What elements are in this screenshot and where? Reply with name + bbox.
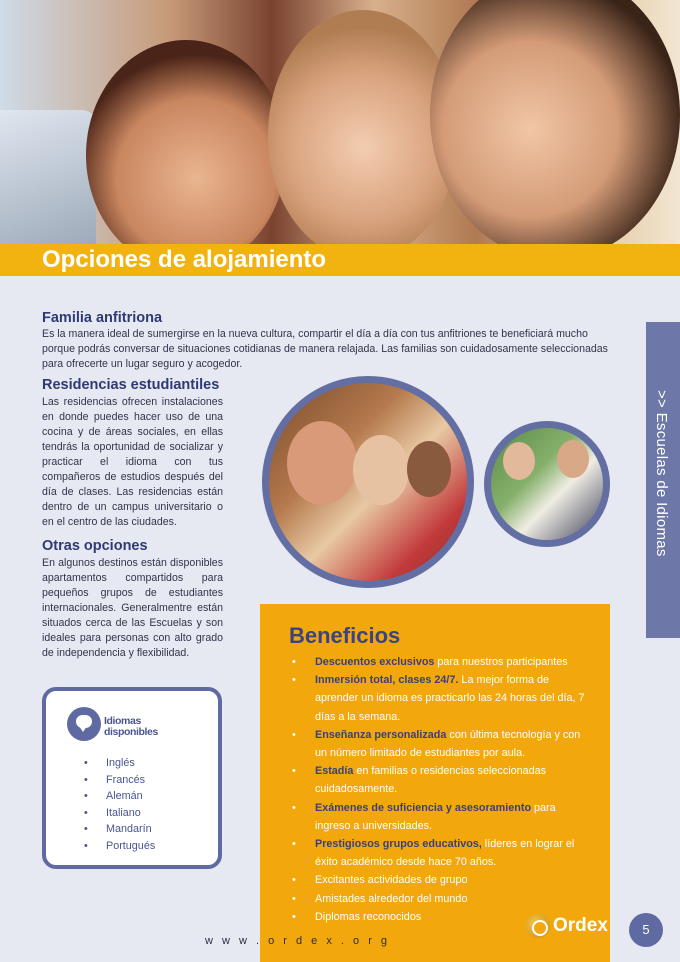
otras-text: En algunos destinos están disponibles apartamentos compartidos para pequeños grupos de estudiantes internacionales. Generalmentre están situados cerca de las Escuelas y son ideales para personas con alto grado de independencia y flexibilidad. — [42, 557, 223, 659]
language-item: • Francés — [84, 772, 155, 789]
languages-title-line: Idiomas — [104, 715, 141, 727]
benefit-item — [289, 762, 589, 798]
student-face-middle — [268, 10, 458, 248]
benefit-item — [289, 726, 589, 762]
benefit-item — [289, 890, 589, 908]
benefit-bold: Estadía — [315, 765, 354, 778]
languages-box — [42, 687, 222, 869]
ordex-logo-text: Ordex — [553, 915, 608, 936]
benefit-text: para nuestros participantes — [434, 656, 568, 668]
language-item: • Inglés — [84, 755, 155, 772]
benefit-text: con última tecnología y con un número limitado de estudiantes por aula. — [315, 728, 581, 760]
familia-line: para ofrecerte un lugar seguro y acogedor. — [42, 358, 243, 370]
section-title-residencias: Residencias estudiantiles — [42, 377, 220, 393]
benefit-text: Amistades alrededor del mundo — [315, 892, 468, 905]
residencias-text: Las residencias ofrecen instalaciones en donde puedes hacer uso de una cocina y de áreas sociales, en ellas tendrás la oportunidad de socializar y practicar el idioma con tus compañeros de estudios después del día de clases. Las residencias están dentro de un campus universitario o en el centro de las ciudades. — [42, 396, 223, 528]
section-title-familia: Familia anfitriona — [42, 310, 163, 326]
side-tab — [646, 322, 680, 638]
photo-person — [353, 435, 409, 505]
photo-person — [503, 442, 535, 480]
benefit-bold: Descuentos exclusivos — [315, 656, 435, 668]
computer-monitor — [0, 110, 96, 248]
benefit-text: en familias o residencias seleccionadas cuidadosamente. — [315, 765, 547, 796]
benefits-list — [289, 653, 589, 926]
benefit-item — [289, 799, 589, 835]
student-face-left — [86, 40, 286, 248]
benefit-item — [289, 653, 589, 671]
benefits-title: Beneficios — [289, 623, 401, 648]
benefit-bold: Prestigiosos grupos educativos, — [315, 838, 482, 851]
languages-list — [84, 755, 155, 854]
benefit-bold: Enseñanza personalizada — [315, 728, 447, 741]
benefit-item — [289, 871, 589, 889]
title-bar — [0, 244, 680, 276]
language-item: • Portugués — [84, 838, 155, 855]
benefit-text: Diplomas reconocidos — [315, 910, 422, 923]
photo-person — [287, 421, 357, 505]
ordex-logo-icon — [526, 914, 550, 938]
benefit-text: líderes en lograr el éxito académico desde hace 70 años. — [315, 838, 575, 869]
benefits-box — [260, 604, 610, 962]
benefit-item — [289, 671, 589, 726]
benefit-text: La mejor forma de aprender un idioma es practicarlo las 24 horas del día, 7 días a la semana. — [315, 674, 585, 723]
familia-line: porque podrás conversar de situaciones cotidianas de manera relajada. Las familias son cuidadosamente seleccionadas — [42, 343, 608, 355]
language-item: • Italiano — [84, 805, 155, 822]
familia-text — [42, 327, 622, 372]
hero-photo — [0, 0, 680, 248]
graduation-photo — [484, 421, 610, 547]
ordex-logo — [526, 914, 608, 938]
language-item: • Mandarín — [84, 821, 155, 838]
benefit-bold: Exámenes de suficiencia y asesoramiento — [315, 801, 532, 814]
section-title-otras: Otras opciones — [42, 538, 148, 554]
photo-person — [407, 441, 451, 497]
student-face-right — [430, 0, 680, 248]
language-item: • Alemán — [84, 788, 155, 805]
benefit-text: Excitantes actividades de grupo — [315, 874, 468, 887]
languages-title-line: disponibles — [104, 726, 158, 738]
speech-bubble-icon — [67, 707, 101, 741]
languages-title — [104, 716, 204, 738]
photo-person — [557, 440, 589, 478]
side-tab-label: >> Escuelas de Idiomas — [653, 390, 670, 557]
familia-line: Es la manera ideal de sumergirse en la nueva cultura, compartir el día a día con tus anfitriones te beneficiará mucho — [42, 328, 588, 340]
benefit-bold: Inmersión total, clases 24/7. — [315, 674, 459, 687]
page-number: 5 — [629, 913, 663, 947]
page-title: Opciones de alojamiento — [42, 246, 327, 273]
benefit-text: para ingreso a universidades. — [315, 801, 556, 832]
benefit-item — [289, 835, 589, 871]
host-family-photo — [262, 376, 474, 588]
website-link[interactable]: w w w . o r d e x . o r g — [205, 935, 391, 947]
